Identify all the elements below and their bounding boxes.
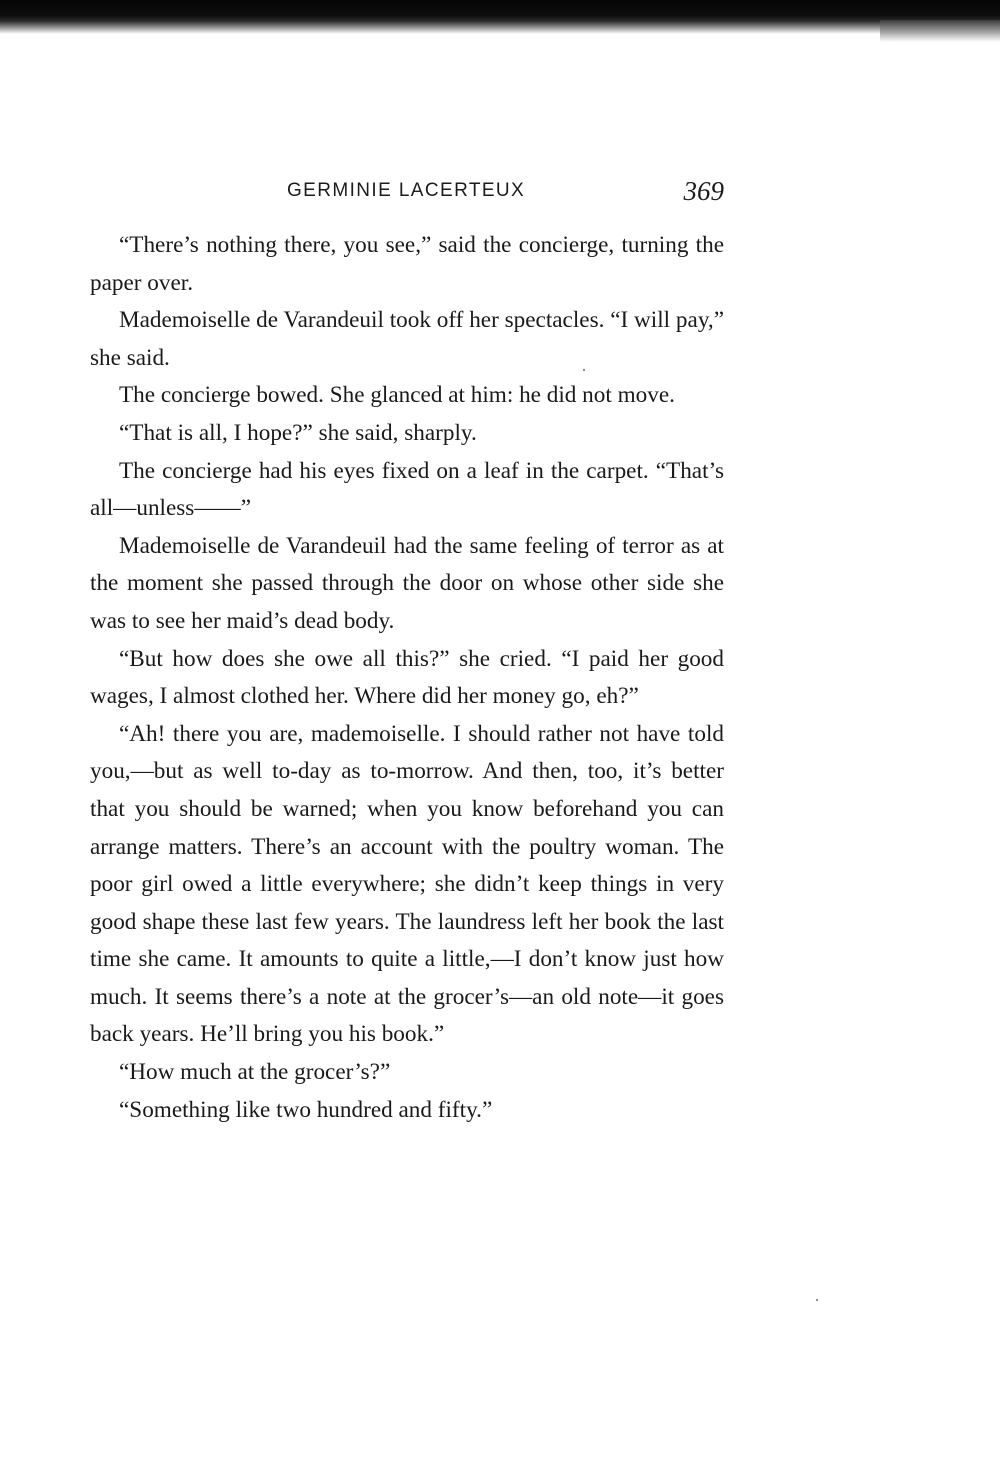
body-text [90,227,724,1129]
paragraph-5: The concierge had his eyes fixed on a leaf in the carpet. “That’s all—unless——” [90,457,724,522]
paragraph-9: “How much at the grocer’s?” [119,1059,391,1086]
paragraph-4: “That is all, I hope?” she said, sharply. [119,419,477,446]
paragraph-2: Mademoiselle de Varandeuil took off her spectacles. “I will pay,” she said. [90,307,724,371]
paragraph-10: “Something like two hundred and fifty.” [119,1096,493,1123]
running-head [90,176,724,216]
scan-edge-shadow [0,0,1000,34]
paragraph-7: “But how does she owe all this?” she cried. “I paid her good wages, I almost clothed her. Where did her money go, eh?” [90,645,724,710]
running-head-title: GERMINIE LACERTEUX [287,180,526,201]
scan-speck [816,1299,818,1301]
scan-speck [583,369,585,371]
paragraph-1: “There’s nothing there, you see,” said the concierge, turning the paper over. [90,232,724,296]
paragraph-8: “Ah! there you are, mademoiselle. I should rather not have told you,—but as well to-day as to-morrow. And then, too, it’s better that you should be warned; when you know beforehand you can arrange matters. There’s an account with the poultry woman. The poor girl owed a little everywhere; she didn’t keep things in very good shape these last few years. The laundress left her book the last time she came. It amounts to quite a little,—I don’t know just how much. It seems there’s a note at the grocer’s—an old note—it goes back years. He’ll bring you his book.” [90,720,724,1048]
paragraph-3: The concierge bowed. She glanced at him: he did not move. [119,382,675,409]
paragraph-6: Mademoiselle de Varandeuil had the same feeling of terror as at the moment she passed through the door on whose other side she was to see her maid’s dead body. [90,532,724,634]
page-number: 369 [683,176,724,206]
